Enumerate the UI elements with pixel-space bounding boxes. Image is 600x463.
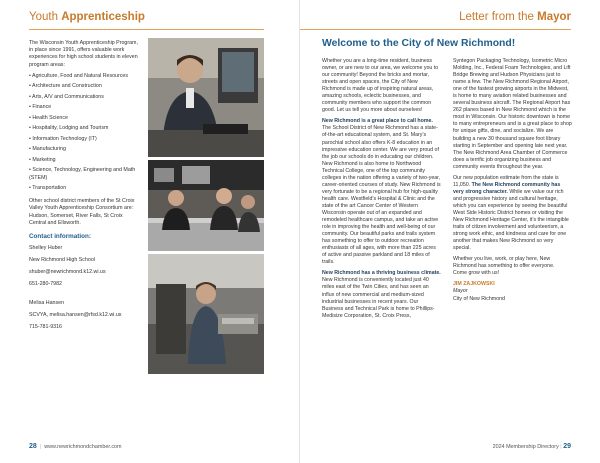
contact-phone: 715-781-9316 [29, 324, 62, 331]
page-footer-right [493, 443, 571, 450]
signature-name: JIM ZAJKOWSKI [453, 281, 495, 288]
signature-org: City of New Richmond [453, 295, 505, 302]
list-item: • Hospitality, Lodging and Tourism [29, 125, 109, 132]
right-page [300, 0, 600, 463]
intro-text: The Wisconsin Youth Apprenticeship Program, in place since 1991, offers valuable work experiences for high school students in eleven program areas: [29, 40, 138, 68]
signature-title: Mayor [453, 288, 468, 295]
photo-student-computer [148, 38, 264, 157]
list-item: • Science, Technology, Engineering and Math (STEM) [29, 167, 136, 181]
letter-paragraph: Whether you are a long-time resident, business owner, or are new to our area, we welcome you to our community! Beyond the bricks and mortar, streets and open spaces, the City of New Richmond is made up of inspiring natural areas, amazing schools, eclectic businesses, and community members who support the common good. Let us tell you more about ourselves! [322, 58, 439, 114]
letter-paragraph: Whether you live, work, or play here, New Richmond has something to offer everyone. Come grow with us! [453, 256, 555, 277]
list-item: • Health Science [29, 114, 68, 121]
contact-name: Shelley Huber [29, 245, 63, 252]
letter-paragraph: New Richmond is a great place to call home. The School District of New Richmond has a state-of-the-art educational system, and St. Mary’s parochial school also offers K-8 education in an impressive education center. We are very proud of the job our schools do in educating our children. New Richmond is also home to Northwood Technical College, one of the top community colleges in the nation offering a variety of two-year, career-oriented courses of study. New Richmond is very fortunate to be a regional hub for high-quality health care. Westfield’s Hospital & Clinic and the state of the art Cancer Center of Western Wisconsin operate out of an expanded and remodeled healthcare campus, and take an active role in improving the health and well-being of our community. Our beautiful parks and trails system has something to offer to outdoor recreation enthusiasts of all ages, with more than 225 acres of active and passive parkland and 18 miles of trails. [322, 118, 441, 266]
list-item: • Arts, A/V and Communications [29, 93, 104, 100]
footer-separator: | [560, 444, 562, 450]
list-item: • Marketing [29, 156, 56, 163]
photo-kitchen-staff [148, 160, 264, 251]
section-title-letter-from-mayor: Letter from the Mayor [459, 11, 571, 23]
section-title-youth-apprenticeship: Youth Apprenticeship [29, 11, 145, 23]
apprenticeship-sidebar [29, 40, 139, 336]
list-item: • Transportation [29, 185, 67, 192]
contact-email-link[interactable]: SCVYA, melisa.hansen@rfsd.k12.wi.us [29, 312, 122, 319]
section-divider [29, 29, 264, 30]
contact-org: New Richmond High School [29, 257, 95, 264]
list-item: • Manufacturing [29, 146, 66, 153]
letter-column-2 [453, 58, 572, 303]
letter-paragraph: New Richmond has a thriving business climate. New Richmond is conveniently located just 40 miles east of the Twin Cities, and has seen an influx of new commercial and medium-sized industrial businesses in recent years. Our Business and Technical Park is home to Phillips-Medisize Corporation, St. Croix Press, [322, 270, 441, 319]
program-area-list [29, 73, 139, 192]
section-divider [300, 29, 571, 30]
letter-column-1 [322, 58, 441, 324]
letter-headline: Welcome to the City of New Richmond! [322, 38, 516, 49]
list-item: • Architecture and Construction [29, 83, 102, 90]
letter-paragraph: Syntegon Packaging Technology, Isometric Micro Molding, Inc., Federal Foam Technologies, and Lift Bridge Brewing and Hudson Physicians just to name a few. The New Richmond Regional Airport, one of the fastest growing airports in the Midwest, is home to many aviation related businesses and several business aircraft. The Regional Airport has 262 planes based in New Richmond which is the most in Wisconsin. Our historic downtown is home to many entrepreneurs and is a great place to shop for unique gifts, dine, and socialize. We are building a new 30 thousand square foot library starting in September and opening late next year. The New Richmond Area Chamber of Commerce does a terrific job organizing business and community events throughout the year. [453, 58, 572, 170]
list-item: • Finance [29, 104, 52, 111]
closing-line: Come grow with us! [453, 270, 500, 277]
consortium-members-text: Other school district members of the St Croix Valley Youth Apprenticeship Consortium are: Hudson, Somerset, River Falls, St Croix Central and Ellsworth. [29, 198, 135, 226]
contact-phone: 651-280-7982 [29, 280, 62, 287]
footer-url-link[interactable]: www.newrichmondchamber.com [44, 444, 122, 450]
page-number: 29 [563, 443, 571, 450]
page-footer-left: 28 | www.newrichmondchamber.com [29, 443, 122, 450]
page-number: 28 [29, 443, 37, 450]
photo-worker-equipment [148, 254, 264, 374]
letter-paragraph: Our new population estimate from the state is 11,050. The New Richmond community has very strong character. While we value our rich and progressive history and cultural heritage, which you can experience by seeing the beautiful West Side Historic District homes or visiting the New Richmond Heritage Center, it’s the intangible traits of citizen involvement and volunteerism, a strong work ethic, and kindness and care for one another that makes New Richmond so very special. [453, 174, 569, 252]
list-item: • Information Technology (IT) [29, 135, 97, 142]
footer-directory-title: 2024 Membership Directory [492, 444, 559, 450]
contact-name: Melisa Hansen [29, 300, 65, 307]
contact-heading: Contact information: [29, 233, 91, 241]
list-item: • Agriculture, Food and Natural Resources [29, 72, 129, 79]
contact-email-link[interactable]: shuber@newrichmond.k12.wi.us [29, 268, 106, 275]
